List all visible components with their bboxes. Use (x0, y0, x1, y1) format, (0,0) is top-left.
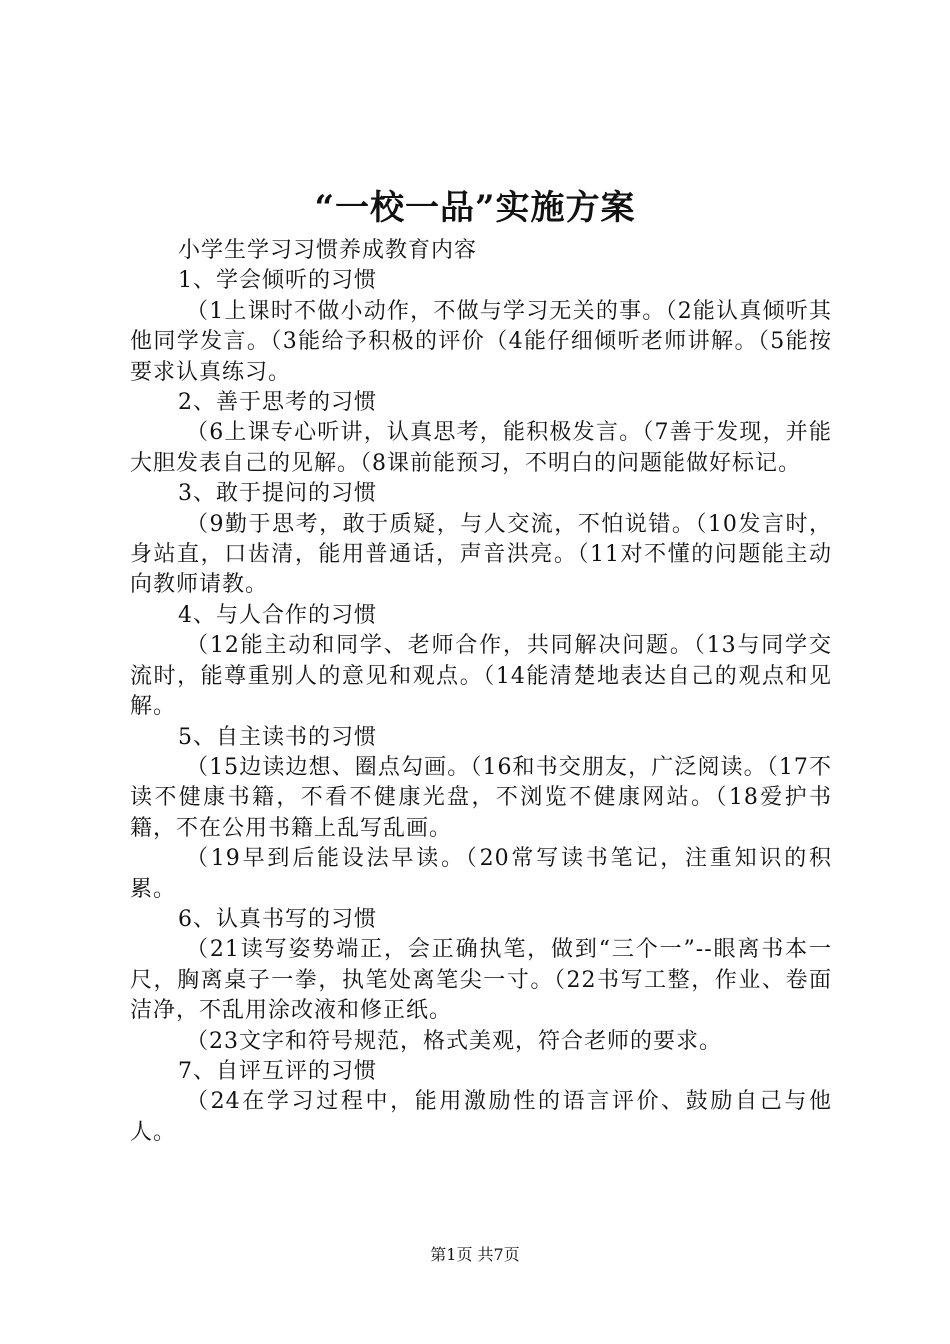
paragraph-heading: 4、与人合作的习惯 (178, 602, 377, 628)
document-body (130, 236, 832, 1148)
page-footer: 第1页 共7页 (430, 1245, 520, 1264)
paragraph-item: （15边读边想、圈点勾画。（16和书交朋友，广泛阅读。（17不读不健康书籍，不看不健康光盘，不浏览不健康网站。（18爱护书籍，不在公用书籍上乱写乱画。 (130, 754, 832, 841)
paragraph-heading: 7、自评互评的习惯 (178, 1058, 377, 1084)
paragraph-item: （9勤于思考，敢于质疑，与人交流，不怕说错。（10发言时，身站直，口齿清，能用普通话，声音洪亮。（11对不懂的问题能主动向教师请教。 (130, 511, 832, 598)
document-title: “一校一品”实施方案 (314, 188, 636, 228)
paragraph-item: （1上课时不做小动作，不做与学习无关的事。（2能认真倾听其他同学发言。（3能给予积极的评价（4能仔细倾听老师讲解。（5能按要求认真练习。 (130, 298, 832, 385)
paragraph-heading: 2、善于思考的习惯 (178, 390, 377, 416)
paragraph-item: （6上课专心听讲，认真思考，能积极发言。（7善于发现，并能大胆发表自己的见解。（8课前能预习，不明白的问题能做好标记。 (130, 420, 832, 476)
paragraph-heading: 5、自主读书的习惯 (178, 724, 377, 750)
paragraph-heading: 1、学会倾听的习惯 (178, 268, 377, 294)
paragraph-item: （19早到后能设法早读。（20常写读书笔记，注重知识的积累。 (130, 846, 832, 902)
paragraph-item: （12能主动和同学、老师合作，共同解决问题。（13与同学交流时，能尊重别人的意见和观点。（14能清楚地表达自己的观点和见解。 (130, 633, 832, 720)
paragraph-heading: 6、认真书写的习惯 (178, 906, 377, 932)
paragraph-heading: 小学生学习习惯养成教育内容 (178, 238, 478, 263)
paragraph-item: （21读写姿势端正，会正确执笔，做到“三个一”--眼离书本一尺，胸离桌子一拳，执笔处离笔尖一寸。（22书写工整，作业、卷面洁净，不乱用涂改液和修正纸。 (130, 937, 832, 1024)
paragraph-heading: 3、敢于提问的习惯 (178, 481, 377, 507)
paragraph-item: （24在学习过程中，能用激励性的语言评价、鼓励自己与他人。 (130, 1089, 832, 1145)
paragraph-item: （23文字和符号规范，格式美观，符合老师的要求。 (186, 1028, 722, 1054)
